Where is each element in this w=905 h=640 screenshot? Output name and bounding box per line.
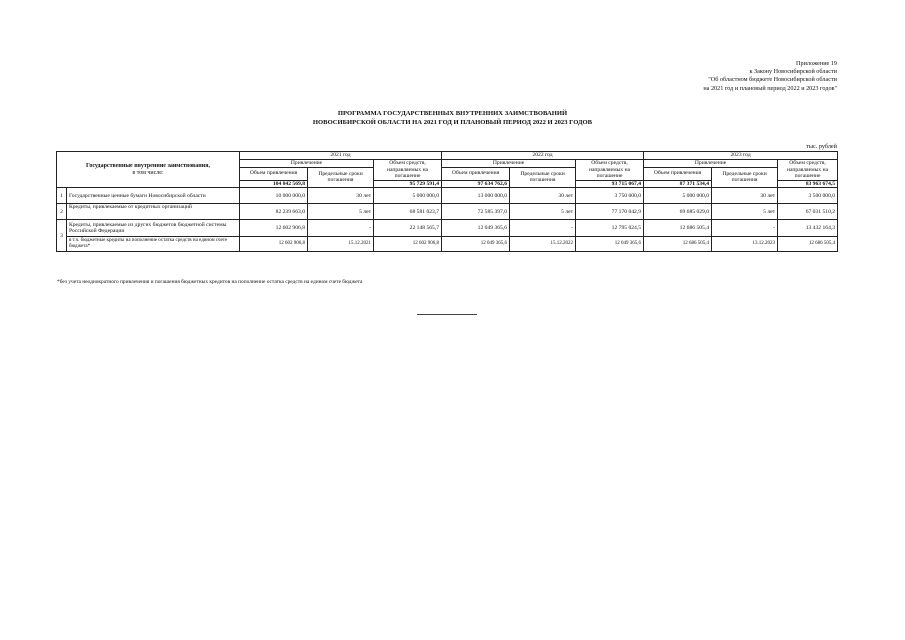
appendix-line-2: к Закону Новосибирской области	[749, 68, 837, 76]
repay-funds-2023: Объем средств, направляемых на погашение	[778, 160, 838, 181]
main-header-cell	[57, 152, 240, 188]
max-terms-2021: Предельные сроки погашения	[308, 167, 374, 188]
cell-volume-2021: 10 000 000,0	[240, 188, 308, 204]
footnote: *без учета неоднократного привлечения и погашения бюджетных кредитов на пополнение остатка средств на едином счете бюджета	[57, 279, 363, 285]
attraction-2023: Привлечение	[644, 160, 778, 168]
cell-volume-2021: 12 602 906,8	[240, 237, 308, 252]
appendix-line-4: на 2021 год и плановый период 2022 и 2023 годов"	[703, 84, 837, 92]
appendix-line-1: Приложение 19	[796, 60, 837, 67]
cell-volume-2022: 13 000 000,0	[442, 188, 510, 204]
cell-term-2022: 30 лет	[510, 188, 576, 204]
row-name: Государственные ценные бумаги Новосибирской области	[67, 188, 240, 204]
cell-repay-2023: 12 686 505,4	[778, 237, 838, 252]
main-header-title: Государственные внутренние заимствования,	[86, 163, 210, 170]
cell-repay-2023: 3 500 000,0	[778, 188, 838, 204]
cell-term-2023: 30 лет	[712, 188, 778, 204]
table-row	[57, 237, 838, 252]
row-name: Кредиты, привлекаемые от кредитных организаций	[67, 204, 240, 220]
total-volume-2023: 87 371 534,4	[644, 180, 712, 188]
appendix-note	[703, 60, 837, 93]
row-name: Кредиты, привлекаемые из других бюджетов бюджетной системы Российской Федерации	[67, 220, 240, 237]
cell-term-2022: -	[510, 220, 576, 237]
table-row	[57, 220, 838, 237]
total-repay-2023: 83 963 674,5	[778, 180, 838, 188]
cell-repay-2022: 77 170 042,9	[576, 204, 644, 220]
table-row	[57, 188, 838, 204]
units-label: тыс. рублей	[806, 143, 837, 150]
total-volume-2021: 104 842 569,8	[240, 180, 308, 188]
cell-volume-2022: 72 585 397,0	[442, 204, 510, 220]
row-number: 2	[57, 204, 67, 220]
volume-2021: Объем привлечения	[240, 167, 308, 180]
cell-volume-2023: 12 686 505,4	[644, 237, 712, 252]
cell-term-2021: 5 лет	[308, 204, 374, 220]
cell-repay-2023: 13 432 164,3	[778, 220, 838, 237]
cell-term-2021: -	[308, 220, 374, 237]
cell-repay-2022: 12 795 024,5	[576, 220, 644, 237]
title-line-1: ПРОГРАММА ГОСУДАРСТВЕННЫХ ВНУТРЕННИХ ЗАИМСТВОВАНИЙ	[337, 110, 568, 117]
borrowing-table	[56, 151, 838, 252]
cell-repay-2021: 5 000 000,0	[374, 188, 442, 204]
cell-volume-2023: 12 686 505,4	[644, 220, 712, 237]
repay-funds-2022: Объем средств, направляемых на погашение	[576, 160, 644, 181]
max-terms-2022: Предельные сроки погашения	[510, 167, 576, 188]
cell-repay-2021: 12 602 906,8	[374, 237, 442, 252]
volume-2023: Объем привлечения	[644, 167, 712, 180]
row-number: 3	[57, 220, 67, 252]
table-row	[57, 204, 838, 220]
repay-funds-2021: Объем средств, направляемых на погашение	[374, 160, 442, 181]
year-2023: 2023 год	[644, 152, 838, 160]
cell-volume-2021: 12 602 906,8	[240, 220, 308, 237]
cell-term-2023: -	[712, 220, 778, 237]
total-repay-2022: 93 715 067,4	[576, 180, 644, 188]
cell-term-2022: 5 лет	[510, 204, 576, 220]
cell-repay-2022: 12 049 365,6	[576, 237, 644, 252]
attraction-2021: Привлечение	[240, 160, 374, 168]
year-2021: 2021 год	[240, 152, 442, 160]
document-title	[0, 110, 905, 127]
year-2022: 2022 год	[442, 152, 644, 160]
cell-term-2022: 15.12.2022	[510, 237, 576, 252]
cell-repay-2021: 68 581 023,7	[374, 204, 442, 220]
cell-volume-2022: 12 049 365,6	[442, 237, 510, 252]
cell-term-2023: 13.12.2023	[712, 237, 778, 252]
row-number: 1	[57, 188, 67, 204]
appendix-line-3: "Об областном бюджете Новосибирской области	[708, 76, 837, 84]
cell-repay-2023: 67 031 510,2	[778, 204, 838, 220]
end-divider	[417, 314, 477, 315]
main-header-sub: в том числе:	[132, 169, 164, 176]
cell-volume-2023: 5 000 000,0	[644, 188, 712, 204]
cell-term-2023: 5 лет	[712, 204, 778, 220]
cell-volume-2021: 82 239 663,0	[240, 204, 308, 220]
cell-term-2021: 15.12.2021	[308, 237, 374, 252]
cell-repay-2022: 3 750 000,0	[576, 188, 644, 204]
attraction-2022: Привлечение	[442, 160, 576, 168]
row-name: в т.ч. бюджетные кредиты на пополнение остатка средств на едином счете бюджета*	[67, 237, 240, 252]
title-line-2: НОВОСИБИРСКОЙ ОБЛАСТИ НА 2021 ГОД И ПЛАНОВЫЙ ПЕРИОД 2022 И 2023 ГОДОВ	[312, 118, 593, 126]
total-volume-2022: 97 634 762,6	[442, 180, 510, 188]
max-terms-2023: Предельные сроки погашения	[712, 167, 778, 188]
cell-volume-2023: 69 685 029,0	[644, 204, 712, 220]
cell-repay-2021: 22 148 565,7	[374, 220, 442, 237]
cell-volume-2022: 12 049 365,6	[442, 220, 510, 237]
total-repay-2021: 95 729 591,4	[374, 180, 442, 188]
cell-term-2021: 30 лет	[308, 188, 374, 204]
volume-2022: Объем привлечения	[442, 167, 510, 180]
header-row-years	[57, 152, 838, 160]
